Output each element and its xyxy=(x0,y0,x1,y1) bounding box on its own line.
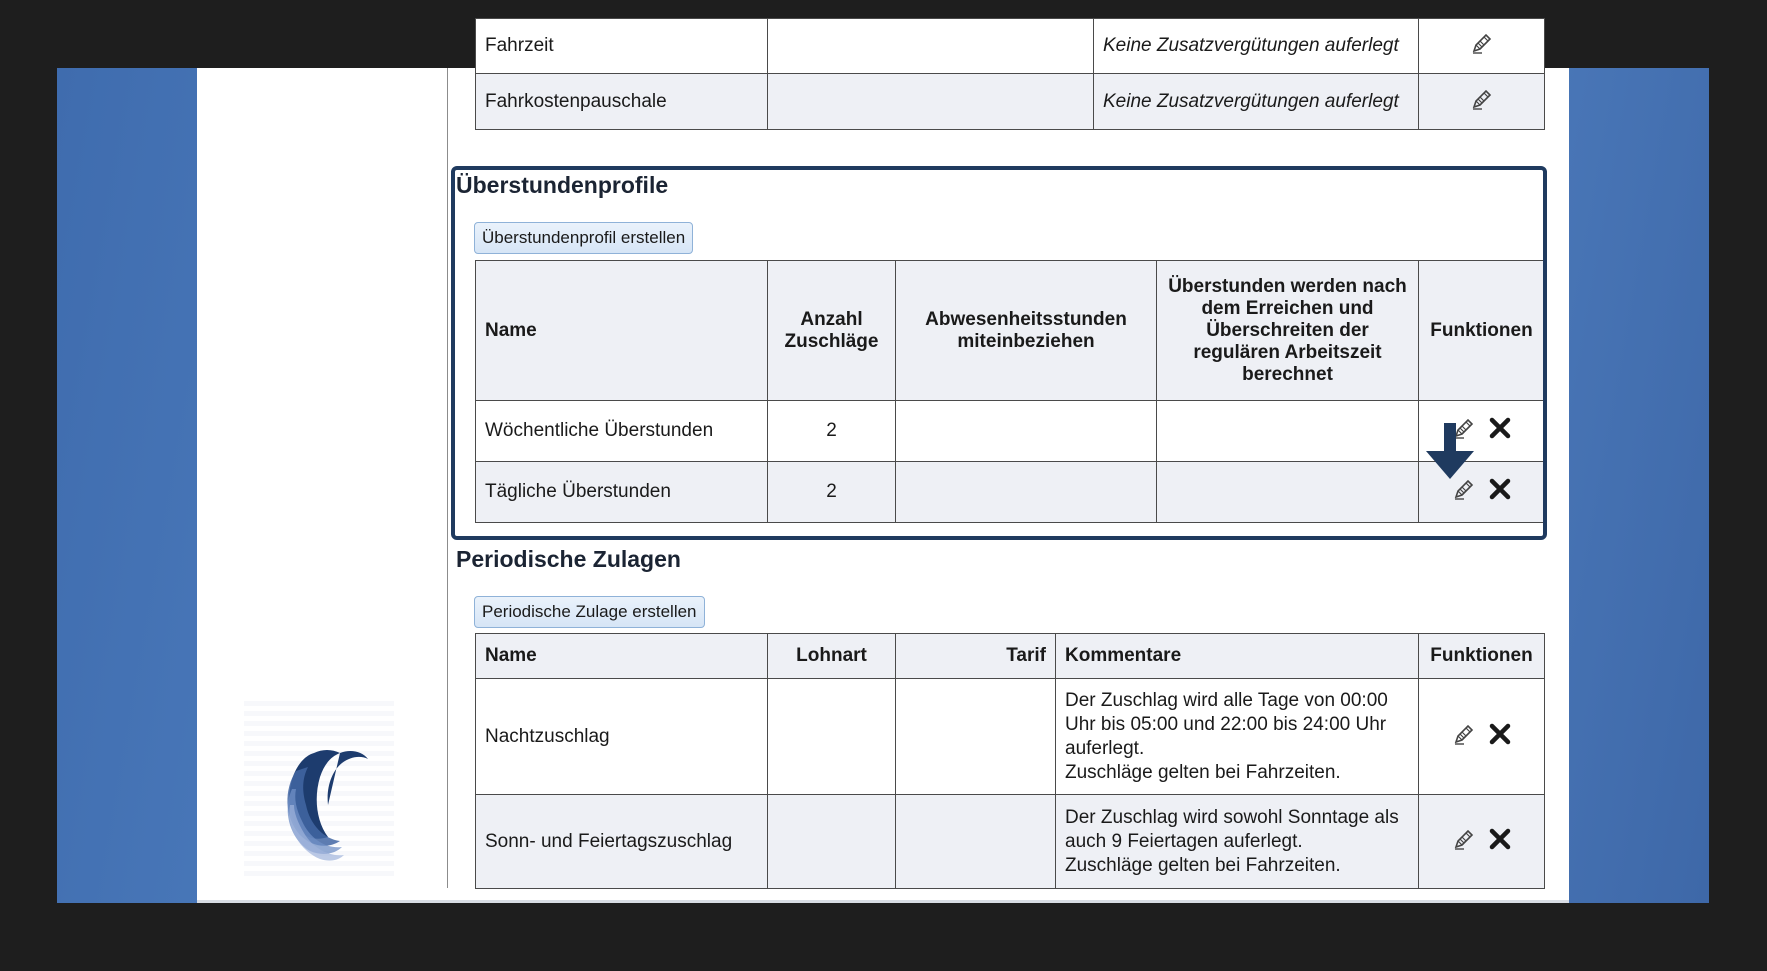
table-row xyxy=(476,795,1545,889)
row-calculation xyxy=(1157,462,1419,523)
pencil-icon[interactable] xyxy=(1452,827,1476,851)
row-name: Wöchentliche Überstunden xyxy=(476,401,768,462)
column-header-absence: Abwesenheitsstunden miteinbeziehen xyxy=(896,261,1157,401)
row-count: 2 xyxy=(768,401,896,462)
column-header-tariff: Tarif xyxy=(896,634,1056,679)
table-row xyxy=(476,74,1545,130)
function-icons xyxy=(1452,722,1512,746)
page-bottom-edge xyxy=(197,900,1569,903)
table-row xyxy=(476,679,1545,795)
row-functions xyxy=(1419,795,1545,889)
surcharge-table xyxy=(475,18,1545,130)
column-header-count: Anzahl Zuschläge xyxy=(768,261,896,401)
row-functions xyxy=(1419,679,1545,795)
column-header-comments: Kommentare xyxy=(1056,634,1419,679)
table-row xyxy=(476,19,1545,74)
row-name: Tägliche Überstunden xyxy=(476,462,768,523)
row-name: Nachtzuschlag xyxy=(476,679,768,795)
row-tariff xyxy=(896,795,1056,889)
row-wage-type xyxy=(768,679,896,795)
comment-line: Zuschläge gelten bei Fahrzeiten. xyxy=(1065,854,1341,876)
column-header-name: Name xyxy=(476,261,768,401)
comment-line: auch 9 Feiertagen auferlegt. xyxy=(1065,830,1303,852)
row-functions xyxy=(1419,19,1545,74)
left-sidebar xyxy=(197,68,447,903)
comment-line: Der Zuschlag wird sowohl Sonntage als xyxy=(1065,806,1399,828)
row-comment: Keine Zusatzvergütungen auferlegt xyxy=(1094,19,1419,74)
column-header-wage-type: Lohnart xyxy=(768,634,896,679)
row-calculation xyxy=(1157,401,1419,462)
desktop-background xyxy=(57,35,1709,903)
comment-line: Zuschläge gelten bei Fahrzeiten. xyxy=(1065,761,1341,783)
row-absence xyxy=(896,401,1157,462)
column-header-name: Name xyxy=(476,634,768,679)
pencil-icon[interactable] xyxy=(1452,722,1476,746)
column-header-functions: Funktionen xyxy=(1419,634,1545,679)
close-icon[interactable] xyxy=(1488,722,1512,746)
function-icons xyxy=(1452,827,1512,851)
row-comment: Keine Zusatzvergütungen auferlegt xyxy=(1094,74,1419,130)
row-count: 2 xyxy=(768,462,896,523)
pencil-icon[interactable] xyxy=(1470,87,1494,111)
overtime-section-title: Überstundenprofile xyxy=(456,172,669,198)
comment-line: auferlegt. xyxy=(1065,737,1145,759)
close-icon[interactable] xyxy=(1488,477,1512,501)
allowances-section-title: Periodische Zulagen xyxy=(456,546,681,572)
table-header-row xyxy=(476,634,1545,679)
row-value xyxy=(768,19,1094,74)
arrow-down-icon xyxy=(1424,423,1476,483)
comment-line: Der Zuschlag wird alle Tage von 00:00 xyxy=(1065,689,1388,711)
row-absence xyxy=(896,462,1157,523)
row-name: Fahrkostenpauschale xyxy=(476,74,768,130)
row-wage-type xyxy=(768,795,896,889)
logo-panel xyxy=(244,701,394,876)
table-row xyxy=(476,462,1545,523)
app-logo-icon xyxy=(244,701,394,876)
overtime-table xyxy=(475,260,1545,523)
column-header-functions: Funktionen xyxy=(1419,261,1545,401)
allowances-table xyxy=(475,633,1545,889)
comment-line: Uhr bis 05:00 und 22:00 bis 24:00 Uhr xyxy=(1065,713,1387,735)
create-overtime-profile-button[interactable]: Überstundenprofil erstellen xyxy=(474,222,693,254)
close-icon[interactable] xyxy=(1488,827,1512,851)
row-comment xyxy=(1056,679,1419,795)
row-value xyxy=(768,74,1094,130)
close-icon[interactable] xyxy=(1488,416,1512,440)
column-header-calculation: Überstunden werden nach dem Erreichen und Überschreiten der regulären Arbeitszeit berechnet xyxy=(1157,261,1419,401)
create-allowance-button[interactable]: Periodische Zulage erstellen xyxy=(474,596,705,628)
table-row xyxy=(476,401,1545,462)
row-tariff xyxy=(896,679,1056,795)
column-divider xyxy=(447,68,448,888)
table-header-row xyxy=(476,261,1545,401)
row-name: Fahrzeit xyxy=(476,19,768,74)
pencil-icon[interactable] xyxy=(1470,31,1494,55)
app-page xyxy=(197,35,1569,903)
row-name: Sonn- und Feiertagszuschlag xyxy=(476,795,768,889)
row-comment xyxy=(1056,795,1419,889)
row-functions xyxy=(1419,74,1545,130)
